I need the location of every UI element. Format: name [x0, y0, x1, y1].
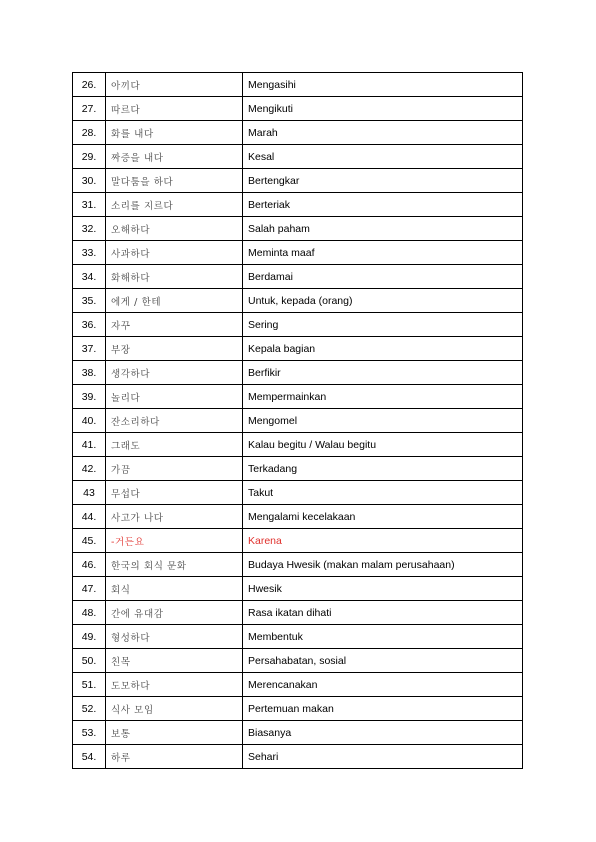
table-row-highlighted: [73, 529, 523, 553]
indonesian-meaning: Takut: [243, 481, 523, 505]
indonesian-meaning: Berteriak: [243, 193, 523, 217]
table-row: [73, 745, 523, 769]
row-number: 43: [73, 481, 106, 505]
korean-word: -거든요: [106, 529, 243, 553]
table-row: [73, 265, 523, 289]
korean-word: 짜증을 내다: [106, 145, 243, 169]
table-row: [73, 97, 523, 121]
row-number: 48.: [73, 601, 106, 625]
table-row: [73, 217, 523, 241]
table-row: [73, 625, 523, 649]
table-row: [73, 289, 523, 313]
korean-word: 생각하다: [106, 361, 243, 385]
korean-word: 오해하다: [106, 217, 243, 241]
row-number: 38.: [73, 361, 106, 385]
indonesian-meaning: Membentuk: [243, 625, 523, 649]
row-number: 30.: [73, 169, 106, 193]
vocabulary-table-body: [73, 73, 523, 769]
table-row: [73, 577, 523, 601]
table-row: [73, 193, 523, 217]
korean-word: 자꾸: [106, 313, 243, 337]
table-row: [73, 313, 523, 337]
korean-word: 화를 내다: [106, 121, 243, 145]
row-number: 27.: [73, 97, 106, 121]
row-number: 46.: [73, 553, 106, 577]
table-row: [73, 73, 523, 97]
table-row: [73, 481, 523, 505]
indonesian-meaning: Marah: [243, 121, 523, 145]
korean-word: 사과하다: [106, 241, 243, 265]
row-number: 29.: [73, 145, 106, 169]
row-number: 49.: [73, 625, 106, 649]
indonesian-meaning: Meminta maaf: [243, 241, 523, 265]
indonesian-meaning: Mengalami kecelakaan: [243, 505, 523, 529]
indonesian-meaning: Mengasihi: [243, 73, 523, 97]
indonesian-meaning: Untuk, kepada (orang): [243, 289, 523, 313]
korean-word: 형성하다: [106, 625, 243, 649]
row-number: 34.: [73, 265, 106, 289]
korean-word: 부장: [106, 337, 243, 361]
korean-word: 식사 모임: [106, 697, 243, 721]
korean-word: 도모하다: [106, 673, 243, 697]
indonesian-meaning: Mengikuti: [243, 97, 523, 121]
korean-word: 소리를 지르다: [106, 193, 243, 217]
table-row: [73, 361, 523, 385]
indonesian-meaning: Mempermainkan: [243, 385, 523, 409]
korean-word: 에게 / 한테: [106, 289, 243, 313]
table-row: [73, 601, 523, 625]
row-number: 47.: [73, 577, 106, 601]
table-row: [73, 121, 523, 145]
row-number: 42.: [73, 457, 106, 481]
indonesian-meaning: Kalau begitu / Walau begitu: [243, 433, 523, 457]
table-row: [73, 385, 523, 409]
table-row: [73, 697, 523, 721]
indonesian-meaning: Mengomel: [243, 409, 523, 433]
korean-word: 말다툼을 하다: [106, 169, 243, 193]
indonesian-meaning: Budaya Hwesik (makan malam perusahaan): [243, 553, 523, 577]
indonesian-meaning: Kepala bagian: [243, 337, 523, 361]
table-row: [73, 457, 523, 481]
indonesian-meaning: Sehari: [243, 745, 523, 769]
indonesian-meaning: Pertemuan makan: [243, 697, 523, 721]
korean-word: 회식: [106, 577, 243, 601]
indonesian-meaning: Hwesik: [243, 577, 523, 601]
indonesian-meaning: Terkadang: [243, 457, 523, 481]
korean-word: 무섭다: [106, 481, 243, 505]
indonesian-meaning: Berfikir: [243, 361, 523, 385]
table-row: [73, 169, 523, 193]
row-number: 53.: [73, 721, 106, 745]
row-number: 35.: [73, 289, 106, 313]
table-row: [73, 409, 523, 433]
row-number: 28.: [73, 121, 106, 145]
korean-word: 보통: [106, 721, 243, 745]
indonesian-meaning: Bertengkar: [243, 169, 523, 193]
row-number: 52.: [73, 697, 106, 721]
korean-word: 아끼다: [106, 73, 243, 97]
table-row: [73, 505, 523, 529]
row-number: 54.: [73, 745, 106, 769]
korean-word: 그래도: [106, 433, 243, 457]
row-number: 36.: [73, 313, 106, 337]
row-number: 50.: [73, 649, 106, 673]
korean-word: 한국의 회식 문화: [106, 553, 243, 577]
row-number: 26.: [73, 73, 106, 97]
table-row: [73, 673, 523, 697]
row-number: 41.: [73, 433, 106, 457]
row-number: 40.: [73, 409, 106, 433]
indonesian-meaning: Merencanakan: [243, 673, 523, 697]
korean-word: 놀리다: [106, 385, 243, 409]
korean-word: 화해하다: [106, 265, 243, 289]
korean-word: 간에 유대감: [106, 601, 243, 625]
row-number: 33.: [73, 241, 106, 265]
row-number: 39.: [73, 385, 106, 409]
row-number: 32.: [73, 217, 106, 241]
row-number: 51.: [73, 673, 106, 697]
row-number: 44.: [73, 505, 106, 529]
korean-word: 하루: [106, 745, 243, 769]
table-row: [73, 433, 523, 457]
korean-word: 친목: [106, 649, 243, 673]
row-number: 37.: [73, 337, 106, 361]
table-row: [73, 241, 523, 265]
row-number: 31.: [73, 193, 106, 217]
table-row: [73, 145, 523, 169]
indonesian-meaning: Persahabatan, sosial: [243, 649, 523, 673]
korean-word: 따르다: [106, 97, 243, 121]
table-row: [73, 553, 523, 577]
korean-word: 잔소리하다: [106, 409, 243, 433]
indonesian-meaning: Sering: [243, 313, 523, 337]
row-number: 45.: [73, 529, 106, 553]
korean-word: 가끔: [106, 457, 243, 481]
table-row: [73, 721, 523, 745]
table-row: [73, 649, 523, 673]
indonesian-meaning: Biasanya: [243, 721, 523, 745]
indonesian-meaning: Kesal: [243, 145, 523, 169]
korean-word: 사고가 나다: [106, 505, 243, 529]
vocabulary-table: [72, 72, 523, 769]
table-row: [73, 337, 523, 361]
indonesian-meaning: Berdamai: [243, 265, 523, 289]
indonesian-meaning: Salah paham: [243, 217, 523, 241]
indonesian-meaning: Rasa ikatan dihati: [243, 601, 523, 625]
indonesian-meaning: Karena: [243, 529, 523, 553]
